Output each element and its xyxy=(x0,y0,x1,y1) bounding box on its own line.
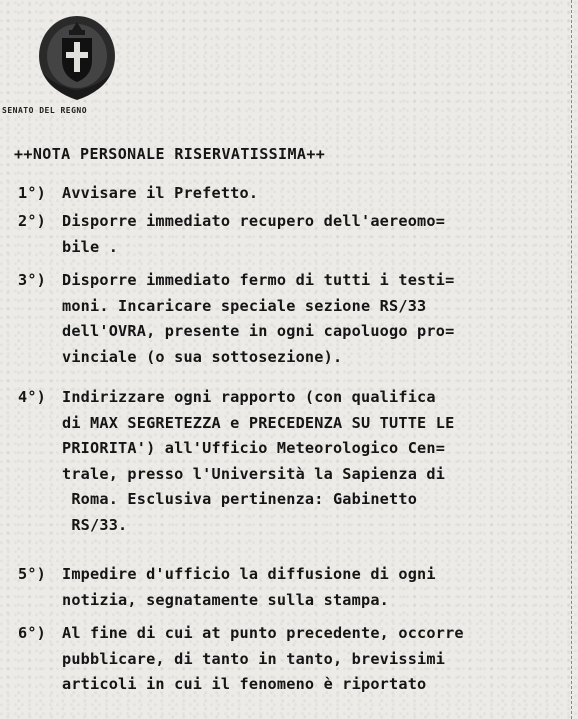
item-line: Indirizzare ogni rapporto (con qualifica xyxy=(62,388,436,406)
item-line: notizia, segnatamente sulla stampa. xyxy=(62,590,390,609)
list-item xyxy=(18,181,568,207)
list-item xyxy=(18,268,578,372)
seal-caption: SENATO DEL REGNO xyxy=(2,106,88,115)
item-number: 4°) xyxy=(18,388,47,406)
item-line: trale, presso l'Università la Sapienza di xyxy=(62,464,446,483)
list-item xyxy=(18,562,578,614)
list-item xyxy=(18,621,578,699)
item-line: vinciale (o sua sottosezione). xyxy=(62,347,343,366)
list-item xyxy=(18,385,578,541)
item-line: bile . xyxy=(62,237,119,256)
item-number: 6°) xyxy=(18,624,47,642)
item-line: Disporre immediato fermo di tutti i testi= xyxy=(62,271,455,289)
item-number: 1°) xyxy=(18,184,47,202)
item-line: dell'OVRA, presente in ogni capoluogo pro= xyxy=(62,322,455,340)
item-number: 2°) xyxy=(18,212,47,230)
item-line: PRIORITA') all'Ufficio Meteorologico Cen= xyxy=(62,439,446,457)
item-line: Al fine di cui at punto precedente, occorre xyxy=(62,624,464,642)
item-line: articoli in cui il fenomeno è riportato xyxy=(62,675,427,693)
list-item xyxy=(18,209,568,261)
item-number: 5°) xyxy=(18,565,47,583)
item-line: pubblicare, di tanto in tanto, brevissimi xyxy=(62,649,446,668)
item-line: Avvisare il Prefetto. xyxy=(62,184,259,202)
senate-seal-emblem xyxy=(34,12,120,104)
item-line: Roma. Esclusiva pertinenza: Gabinetto xyxy=(62,490,418,508)
item-line: Impedire d'ufficio la diffusione di ogni xyxy=(62,565,436,583)
item-line: di MAX SEGRETEZZA e PRECEDENZA SU TUTTE LE xyxy=(62,413,455,432)
item-line: Disporre immediato recupero dell'aereomo= xyxy=(62,212,446,230)
item-line: moni. Incaricare speciale sezione RS/33 xyxy=(62,296,427,315)
document-title: ++NOTA PERSONALE RISERVATISSIMA++ xyxy=(14,145,326,163)
item-line: RS/33. xyxy=(62,515,128,534)
item-number: 3°) xyxy=(18,271,47,289)
